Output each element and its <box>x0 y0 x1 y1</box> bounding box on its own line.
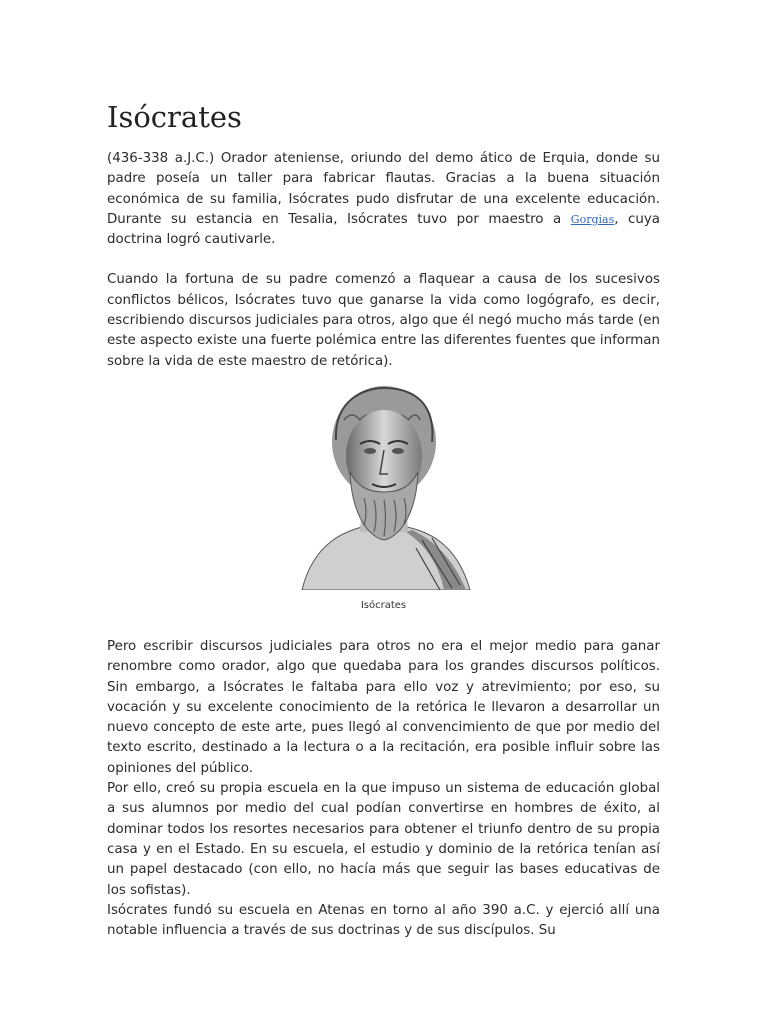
paragraph-writing: Pero escribir discursos judiciales para otros no era el mejor medio para ganar renombre como orador, algo que quedaba para los grandes discursos políticos. Sin embargo, a Isócrates le faltaba para ello voz y atrevimiento; por eso, su vocación y su excelente conocimiento de la retórica le llevaron a desarrollar un nuevo concepto de este arte, pues llegó al convencimiento de que por medio del texto escrito, destinado a la lectura o a la recitación, era posible influir sobre las opiniones del público. <box>107 638 660 776</box>
intro-text-end: , cuya doctrina logró cautivarle. <box>107 211 660 248</box>
page-title: Isócrates <box>107 100 242 134</box>
intro-text: (436-338 a.J.C.) Orador ateniense, oriundo del demo ático de Erquia, donde su padre poseía un taller para fabricar flautas. Gracias a la buena situación económica de su familia, Isócrates pudo disfrutar de una excelente educación. Durante su estancia en Tesalia, Isócrates tuvo por maestro a <box>107 151 660 227</box>
gorgias-link[interactable]: Gorgias <box>570 212 615 226</box>
portrait-figure <box>107 380 660 611</box>
paragraph-school: Por ello, creó su propia escuela en la que impuso un sistema de educación global a sus alumnos por medio del cual podían convertirse en hombres de éxito, al dominar todos los resortes necesarios para obtener el triunfo dentro de su propia casa y en el Estado. En su escuela, el estudio y dominio de la retórica tenían así un papel destacado (con ello, no hacía más que seguir las bases educativas de los sofistas). <box>107 781 660 898</box>
paragraph-fortune: Cuando la fortuna de su padre comenzó a flaquear a causa de los sucesivos conflictos bélicos, Isócrates tuvo que ganarse la vida como logógrafo, es decir, escribiendo discursos judiciales para otros, algo que él negó mucho más tarde (en este aspecto existe una fuerte polémica entre las diferentes fuentes que informan sobre la vida de este maestro de retórica). <box>107 272 660 369</box>
isocrates-bust-image <box>294 380 474 590</box>
article <box>107 95 660 941</box>
paragraph-athens: Isócrates fundó su escuela en Atenas en torno al año 390 a.C. y ejerció allí una notable influencia a través de sus doctrinas y de sus discípulos. Su <box>107 902 660 939</box>
paragraph-intro <box>107 149 660 250</box>
figure-caption: Isócrates <box>360 599 407 611</box>
